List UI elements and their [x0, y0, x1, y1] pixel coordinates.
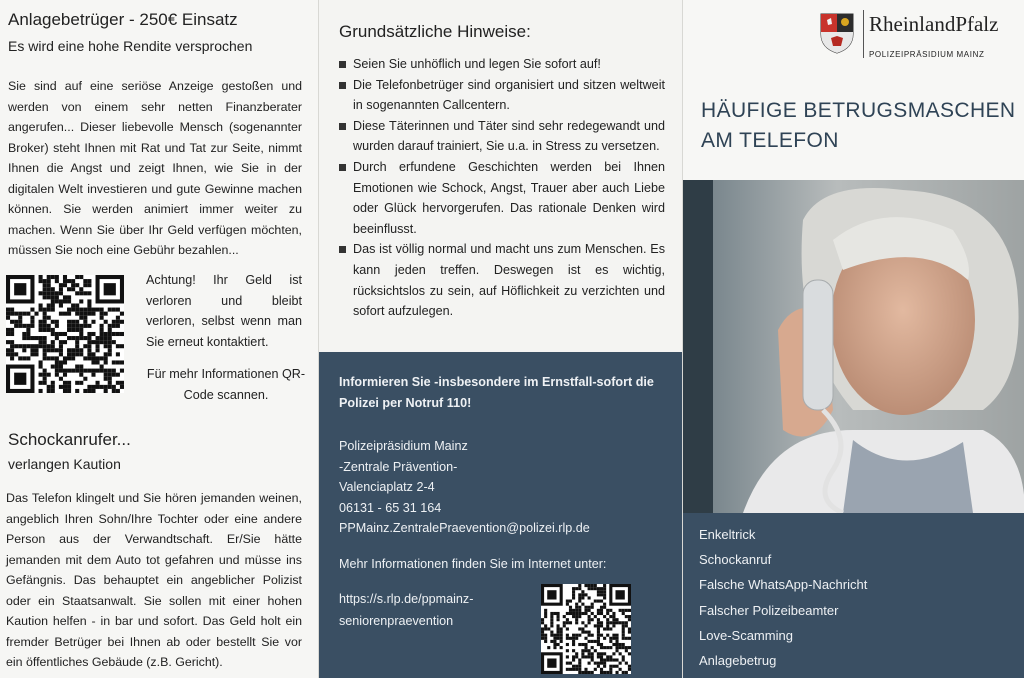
coat-of-arms-icon: [819, 12, 855, 54]
panel-left: [0, 0, 318, 678]
brand-name: RheinlandPfalz: [869, 12, 999, 36]
topic-item: Love-Scamming: [699, 627, 793, 643]
contact-box: [319, 352, 683, 678]
paragraph-anlagebetrueger: Sie sind auf eine seriöse Anzeige gestoßen und werden von einem sehr netten Finanzberater angerufen... Dieser liebevolle Mensch (sogenannter Broker) steht Ihnen mit Rat und Tat zur Seite, nimmt Ihnen die Angst und zeigt Ihnen, wie Sie in der digitalen Welt investieren und gute Gewinne machen können. Sie werden animiert immer weiter zu machen. Wenn Sie über Ihr Geld verfügen möchten, müssen Sie noch eine Gebühr bezahlen...: [8, 79, 302, 257]
section-title-schockanrufer: Schockanrufer...: [8, 430, 131, 449]
cover-title-line: HÄUFIGE BETRUGSMASCHEN: [701, 99, 1016, 122]
section-title-anlagebetrueger: Anlagebetrüger - 250€ Einsatz: [8, 10, 238, 29]
address-line: -Zentrale Prävention-: [339, 459, 458, 474]
paragraph-schockanrufer: Das Telefon klingelt und Sie hören jemanden weinen, angeblich Ihren Sohn/Ihre Tochter oder eine andere Person aus der Verwandtschaft. Er/Sie hätte jemanden mit dem Auto tot gefahren und müsse ins Gefängnis. Das behauptet ein angeblicher Polizist oder ein Staatsanwalt. Sie sollen mit einer hohen Kaution helfen - in bar und sofort. Das Geld holt ein fremder Betrüger bei Ihnen ab oder bestellt Sie vor ein öffentliches Gebäude (z.B. Gericht).: [6, 491, 302, 669]
topic-item: Falscher Polizeibeamter: [699, 602, 839, 618]
address-line: Valenciaplatz 2-4: [339, 480, 435, 494]
website-link[interactable]: [339, 588, 473, 632]
hint-item: Durch erfundene Geschichten werden bei Ihnen Emotionen wie Schock, Angst, Trauer aber auch Liebe oder Glück hervorgerufen. Das rationale Denken wird beeinflusst.: [339, 157, 665, 239]
hint-item: Seien Sie unhöflich und legen Sie sofort auf!: [339, 54, 665, 75]
hints-list: [339, 54, 665, 322]
hint-item: Diese Täterinnen und Täter sind sehr redegewandt und wurden darauf trainiert, Sie u.a. in Stress zu versetzen.: [339, 116, 665, 157]
elderly-woman-on-phone-photo: [683, 180, 1024, 513]
qr-code-anlagebetrug[interactable]: [6, 275, 124, 393]
phone-number[interactable]: 06131 - 65 31 164: [339, 500, 442, 515]
logo: [819, 6, 1019, 66]
contact-address: [339, 436, 590, 539]
brand-subtitle: POLIZEIPRÄSIDIUM MAINZ: [869, 50, 985, 59]
hints-title: Grundsätzliche Hinweise:: [339, 22, 531, 41]
section-subtitle-rendite: Es wird eine hohe Rendite versprochen: [8, 38, 253, 54]
topic-item: Enkeltrick: [699, 527, 756, 542]
topic-item: Falsche WhatsApp-Nachricht: [699, 577, 868, 593]
topic-item: Schockanruf: [699, 552, 772, 568]
website-link-line[interactable]: https://s.rlp.de/ppmainz-: [339, 592, 474, 606]
address-line: Polizeipräsidium Mainz: [339, 439, 468, 453]
hint-item: Das ist völlig normal und macht uns zum Menschen. Es kann jeden treffen. Deswegen ist es wichtig, rücksichtslos zu sein, auf Höflichkeit zu verzichten und sofort aufzulegen.: [339, 239, 665, 321]
warning-text: Achtung! Ihr Geld ist verloren und bleibt verloren, selbst wenn man Sie erneut kontaktiert.: [146, 273, 302, 349]
qr-hint-text: Für mehr Informationen QR-Code scannen.: [146, 367, 306, 402]
hint-item: Die Telefonbetrüger sind organisiert und sitzen weltweit in sogenannten Callcentern.: [339, 75, 665, 116]
panel-cover: [682, 0, 1024, 678]
panel-middle: [318, 0, 683, 678]
emergency-notice: Informieren Sie -insbesondere im Ernstfall-sofort die Polizei per Notruf 110!: [339, 375, 654, 410]
qr-code-website[interactable]: [541, 584, 631, 674]
website-link-line[interactable]: seniorenpraevention: [339, 614, 454, 628]
email-link[interactable]: PPMainz.ZentralePraevention@polizei.rlp.de: [339, 521, 590, 535]
cover-title: [701, 96, 1021, 156]
topics-list: [699, 522, 867, 673]
more-info-text: Mehr Informationen finden Sie im Internet unter:: [339, 557, 607, 571]
topic-item: Anlagebetrug: [699, 653, 777, 669]
cover-title-line: AM TELEFON: [701, 129, 839, 152]
section-subtitle-kaution: verlangen Kaution: [8, 456, 121, 472]
